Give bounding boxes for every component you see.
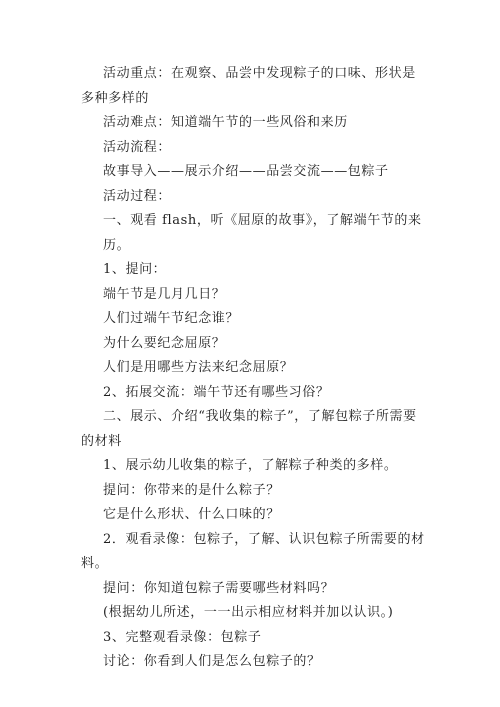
- question-2: 人们过端午节纪念谁？: [103, 311, 240, 326]
- extend-discussion: 2、拓展交流：端午节还有哪些习俗？: [103, 384, 330, 400]
- activity-focus-paragraph: 活动重点：在观察、品尝中发现粽子的口味、形状是多种多样的: [81, 66, 416, 106]
- question-label-1: 1、提问：: [103, 262, 167, 277]
- activity-procedure-label: 活动过程：: [103, 188, 172, 204]
- activity-difficulty-line: 活动难点：知道端午节的一些风俗和来历: [103, 115, 348, 130]
- teacher-note: (根据幼儿所述，一一出示相应材料并加以认识。): [103, 605, 394, 620]
- part-two-heading: 二、展示、介绍“我收集的粽子”，了解包粽子所需要的材料: [81, 409, 417, 449]
- watch-video-materials: 2．观看录像：包粽子，了解、认识包粽子所需要的材料。: [81, 531, 425, 571]
- watch-full-video: 3、完整观看录像：包粽子: [103, 629, 262, 645]
- activity-process-steps: 故事导入——展示介绍——品尝交流——包粽子: [103, 164, 389, 179]
- question-4: 人们是用哪些方法来纪念屈原？: [103, 360, 294, 375]
- ask-what-zongzi: 提问：你带来的是什么粽子？: [103, 482, 280, 498]
- part-one-heading: 一、观看 flash，听《屈原的故事》，了解端午节的来历。: [103, 213, 422, 253]
- discussion-question: 讨论：你看到人们是怎么包粽子的？: [103, 654, 321, 669]
- document-body: [81, 62, 425, 675]
- ask-shape-flavor: 它是什么形状、什么口味的？: [103, 507, 280, 522]
- question-3: 为什么要纪念屈原？: [103, 335, 226, 351]
- ask-materials: 提问：你知道包粽子需要哪些材料吗？: [103, 580, 335, 596]
- question-1: 端午节是几月几日？: [103, 286, 226, 302]
- activity-process-label: 活动流程：: [103, 139, 172, 155]
- show-collected-zongzi: 1、展示幼儿收集的粽子，了解粽子种类的多样。: [103, 458, 398, 473]
